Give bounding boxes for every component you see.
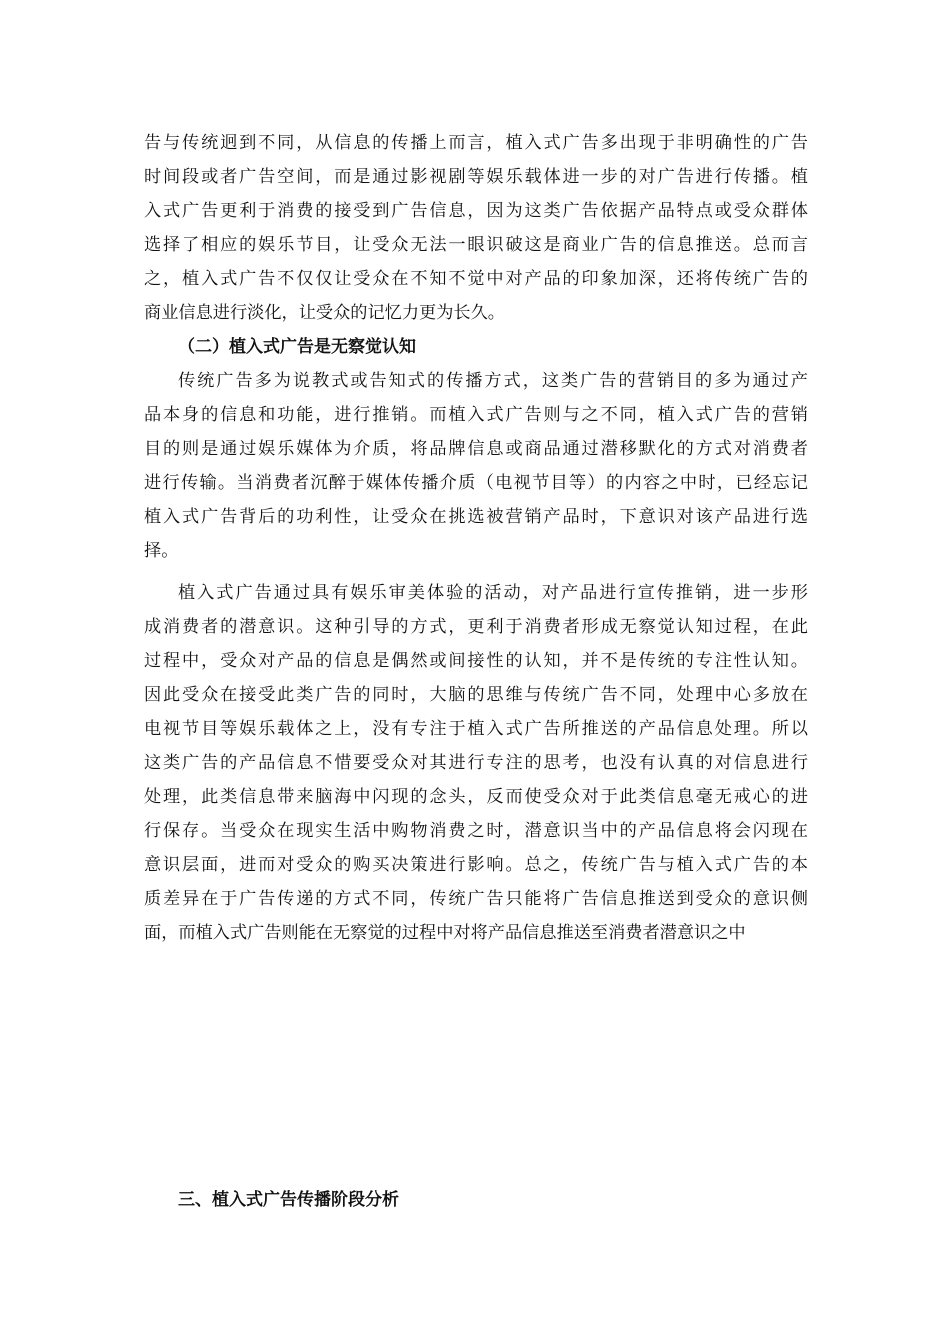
- text-line: 择。: [144, 541, 179, 561]
- paragraph: [144, 364, 808, 568]
- text-line: 入式广告更利于消费的接受到广告信息，因为这类广告依据产品特点或受众群体: [144, 201, 808, 221]
- text-line: 处理，此类信息带来脑海中闪现的念头，反而使受众对于此类信息毫无戒心的进: [144, 787, 808, 807]
- body-text: [144, 126, 808, 950]
- text-line: 行保存。当受众在现实生活中购物消费之时，潜意识当中的产品信息将会闪现在: [144, 821, 808, 841]
- text-line: 植入式广告背后的功利性，让受众在挑选被营销产品时，下意识对该产品进行选: [144, 507, 808, 527]
- text-line: 商业信息进行淡化，让受众的记忆力更为长久。: [144, 303, 505, 323]
- text-line: 植入式广告通过具有娱乐审美体验的活动，对产品进行宣传推销，进一步形: [178, 583, 808, 603]
- text-line: 这类广告的产品信息不惜要受众对其进行专注的思考，也没有认真的对信息进行: [144, 753, 808, 773]
- paragraph-gap: [144, 568, 808, 576]
- text-line: 因此受众在接受此类广告的同时，大脑的思维与传统广告不同，处理中心多放在: [144, 685, 808, 705]
- text-line: 时间段或者广告空间，而是通过影视剧等娱乐载体进一步的对广告进行传播。植: [144, 167, 808, 187]
- text-line: 电视节目等娱乐载体之上，没有专注于植入式广告所推送的产品信息处理。所以: [144, 719, 808, 739]
- text-line: 质差异在于广告传递的方式不同，传统广告只能将广告信息推送到受众的意识侧: [144, 889, 808, 909]
- text-line: 过程中，受众对产品的信息是偶然或间接性的认知，并不是传统的专注性认知。: [144, 651, 808, 671]
- text-line: 品本身的信息和功能，进行推销。而植入式广告则与之不同，植入式广告的营销: [144, 405, 808, 425]
- text-line: 传统广告多为说教式或告知式的传播方式，这类广告的营销目的多为通过产: [178, 371, 808, 391]
- paragraph: [144, 576, 808, 950]
- text-line: 面，而植入式广告则能在无察觉的过程中对将产品信息推送至消费者潜意识之中: [144, 923, 746, 943]
- text-line: 之，植入式广告不仅仅让受众在不知不觉中对产品的印象加深，还将传统广告的: [144, 269, 808, 289]
- text-line: 选择了相应的娱乐节目，让受众无法一眼识破这是商业广告的信息推送。总而言: [144, 235, 808, 255]
- paragraph-continued: [144, 126, 808, 330]
- text-line: 进行传输。当消费者沉醉于媒体传播介质（电视节目等）的内容之中时，已经忘记: [144, 473, 808, 493]
- text-line: 意识层面，进而对受众的购买决策进行影响。总之，传统广告与植入式广告的本: [144, 855, 808, 875]
- text-line: 成消费者的潜意识。这种引导的方式，更利于消费者形成无察觉认知过程，在此: [144, 617, 808, 637]
- text-line: 目的则是通过娱乐媒体为介质，将品牌信息或商品通过潜移默化的方式对消费者: [144, 439, 808, 459]
- section-heading: 三、植入式广告传播阶段分析: [178, 1190, 399, 1210]
- text-line: 告与传统迥到不同，从信息的传播上而言，植入式广告多出现于非明确性的广告: [144, 133, 808, 153]
- subsection-heading: （二）植入式广告是无察觉认知: [178, 337, 416, 357]
